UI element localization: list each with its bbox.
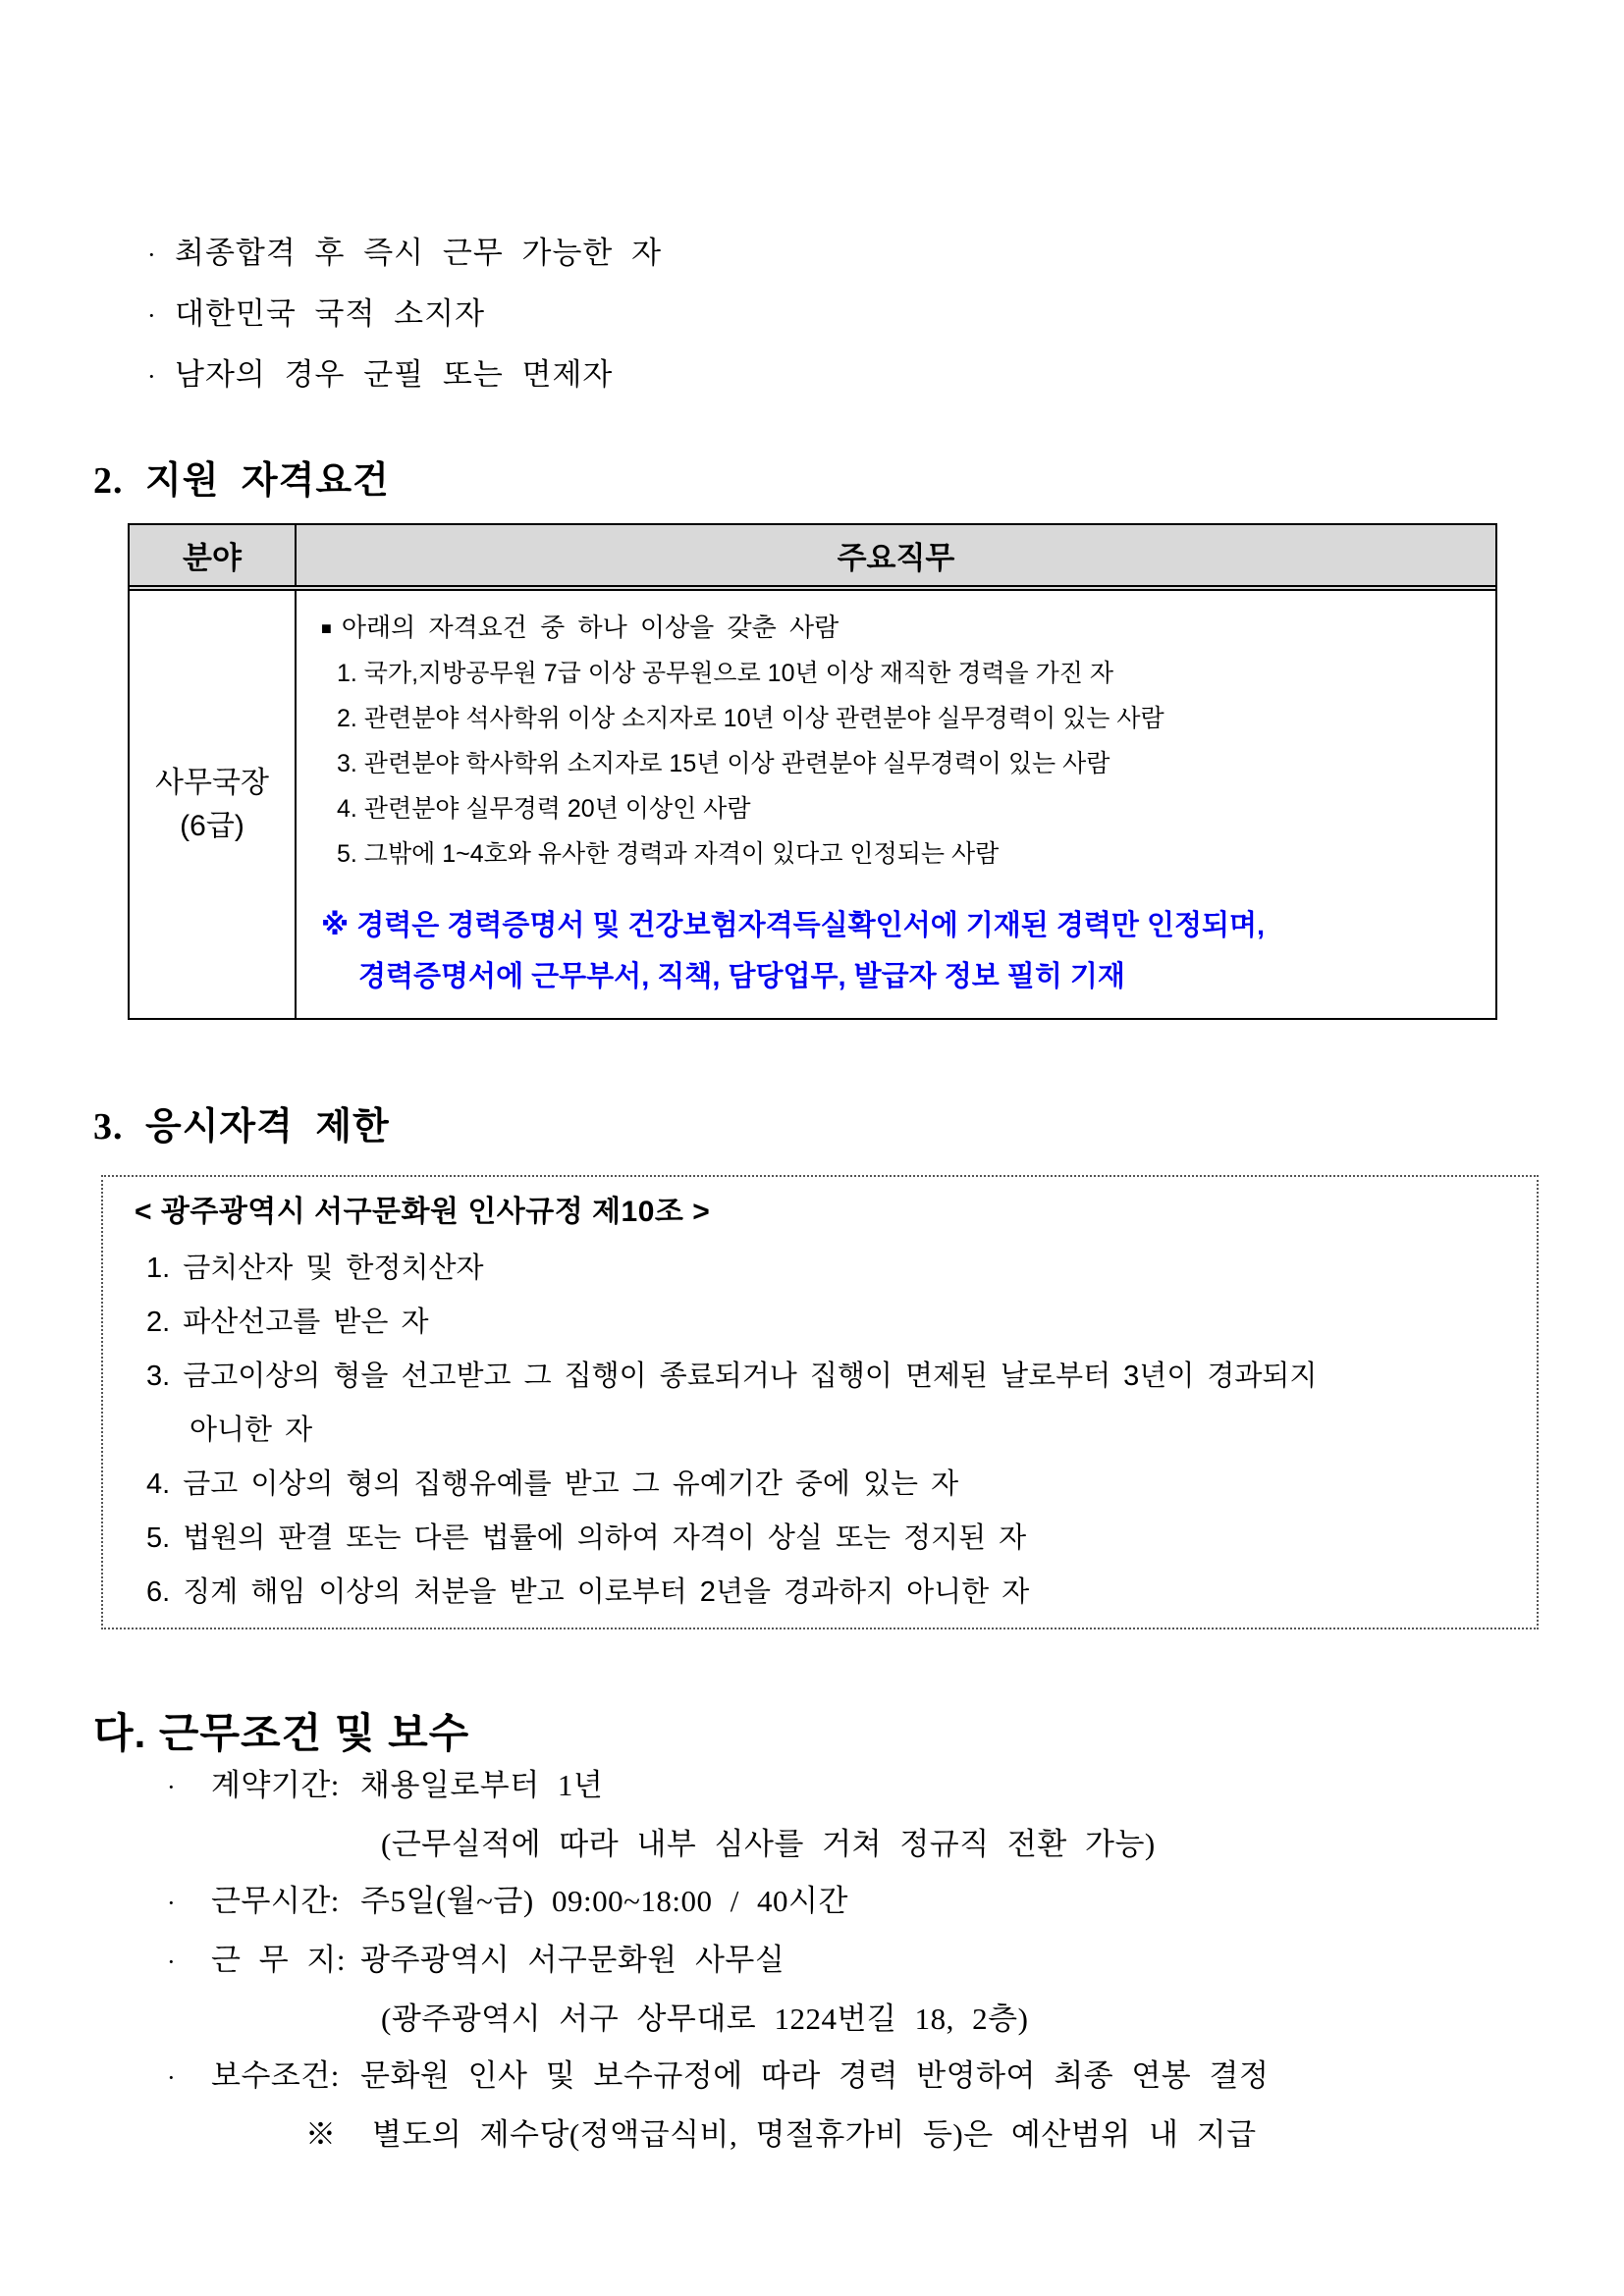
restriction-box-title: < 광주광역시 서구문화원 인사규정 제10조 >	[135, 1196, 711, 1228]
restriction-item: 3. 금고이상의 형을 선고받고 그 집행이 종료되거나 집행이 면제된 날로부터 3년이 경과되지	[146, 1361, 1318, 1392]
condition-line	[167, 2048, 1269, 2107]
career-note-line2: 경력증명서에 근무부서, 직책, 담당업무, 발급자 정보 필히 기재	[358, 961, 1125, 992]
career-note	[321, 900, 1486, 1002]
section2-heading: 2. 지원 자격요건	[93, 460, 390, 502]
condition-line	[167, 1873, 1269, 1932]
working-conditions-list	[167, 1757, 1269, 2163]
column-header-duties: 주요직무	[837, 541, 955, 575]
condition-value: 채용일로부터 1년	[360, 1768, 604, 1802]
section3-heading: 3. 응시자격 제한	[93, 1106, 390, 1148]
intro-bullet-list	[147, 224, 662, 406]
condition-continuation	[167, 1816, 1269, 1873]
condition-value: ※ 별도의 제수당(정액급식비, 명절휴가비 등)은 예산범위 내 지급	[305, 2117, 1257, 2152]
restriction-item: 5. 법원의 판결 또는 다른 법률에 의하여 자격이 상실 또는 정지된 자	[146, 1522, 1027, 1554]
restriction-box	[101, 1175, 1539, 1629]
restriction-item: 2. 파산선고를 받은 자	[146, 1307, 429, 1338]
condition-value: 문화원 인사 및 보수규정에 따라 경력 반영하여 최종 연봉 결정	[360, 2058, 1270, 2093]
bullet-icon: ·	[167, 1889, 177, 1917]
condition-value: 광주광역시 서구문화원 사무실	[360, 1943, 785, 1977]
condition-label: 근 무 지:	[211, 1943, 346, 1977]
condition-value: 주5일(월~금) 09:00~18:00 / 40시간	[360, 1884, 848, 1918]
column-header-field: 분야	[130, 525, 297, 585]
condition-line	[167, 1932, 1269, 1991]
intro-bullet-text: 최종합격 후 즉시 근무 가능한 자	[175, 236, 663, 270]
condition-value: (광주광역시 서구 상무대로 1224번길 18, 2층)	[381, 2002, 1029, 2036]
condition-value: (근무실적에 따라 내부 심사를 거쳐 정규직 전환 가능)	[381, 1827, 1156, 1861]
qualification-item: 5. 그밖에 1~4호와 유사한 경력과 자격이 있다고 인정되는 사람	[337, 840, 1000, 868]
intro-bullet-item	[147, 346, 662, 406]
table-body-row	[130, 591, 1495, 1018]
qualification-item: 4. 관련분야 실무경력 20년 이상인 사람	[337, 795, 751, 823]
bullet-icon: ·	[167, 1948, 177, 1976]
condition-label: 보수조건:	[211, 2058, 340, 2093]
restriction-item: 6. 징계 해임 이상의 처분을 받고 이로부터 2년을 경과하지 아니한 자	[146, 1576, 1030, 1608]
career-note-line1: ※ 경력은 경력증명서 및 건강보험자격득실확인서에 기재된 경력만 인정되며,	[321, 910, 1266, 941]
qualification-item: 2. 관련분야 석사학위 이상 소지자로 10년 이상 관련분야 실무경력이 있는 사람	[337, 705, 1164, 732]
condition-remark	[167, 2107, 1269, 2163]
field-cell	[130, 591, 297, 1018]
table-header-row	[130, 525, 1495, 591]
duties-cell	[297, 591, 1495, 1018]
duties-intro-text: 아래의 자격요건 중 하나 이상을 갖춘 사람	[341, 613, 839, 642]
intro-bullet-item	[147, 224, 662, 285]
qualification-item: 3. 관련분야 학사학위 소지자로 15년 이상 관련분야 실무경력이 있는 사람	[337, 750, 1110, 777]
square-bullet-icon: ■	[321, 618, 332, 638]
bullet-icon: ·	[147, 240, 157, 269]
bullet-icon: ·	[147, 362, 157, 391]
bullet-icon: ·	[167, 1773, 177, 1801]
condition-label: 근무시간:	[211, 1884, 340, 1918]
field-name: 사무국장	[155, 766, 269, 799]
intro-bullet-text: 남자의 경우 군필 또는 면제자	[175, 357, 614, 392]
intro-bullet-text: 대한민국 국적 소지자	[175, 296, 486, 331]
bullet-icon: ·	[167, 2063, 177, 2092]
field-grade: (6급)	[180, 809, 244, 842]
condition-continuation	[167, 1991, 1269, 2048]
condition-label: 계약기간:	[211, 1768, 340, 1802]
qualification-item: 1. 국가,지방공무원 7급 이상 공무원으로 10년 이상 재직한 경력을 가진 자	[337, 660, 1114, 687]
condition-line	[167, 1757, 1269, 1816]
restriction-item: 4. 금고 이상의 형의 집행유예를 받고 그 유예기간 중에 있는 자	[146, 1468, 959, 1500]
section4-heading: 다. 근무조건 및 보수	[93, 1710, 470, 1756]
qualification-table	[128, 523, 1497, 1020]
bullet-icon: ·	[147, 301, 157, 330]
restriction-item: 1. 금치산자 및 한정치산자	[146, 1253, 484, 1284]
restriction-item-continuation: 아니한 자	[189, 1415, 313, 1446]
duties-intro-line	[321, 605, 1486, 651]
intro-bullet-item	[147, 285, 662, 346]
